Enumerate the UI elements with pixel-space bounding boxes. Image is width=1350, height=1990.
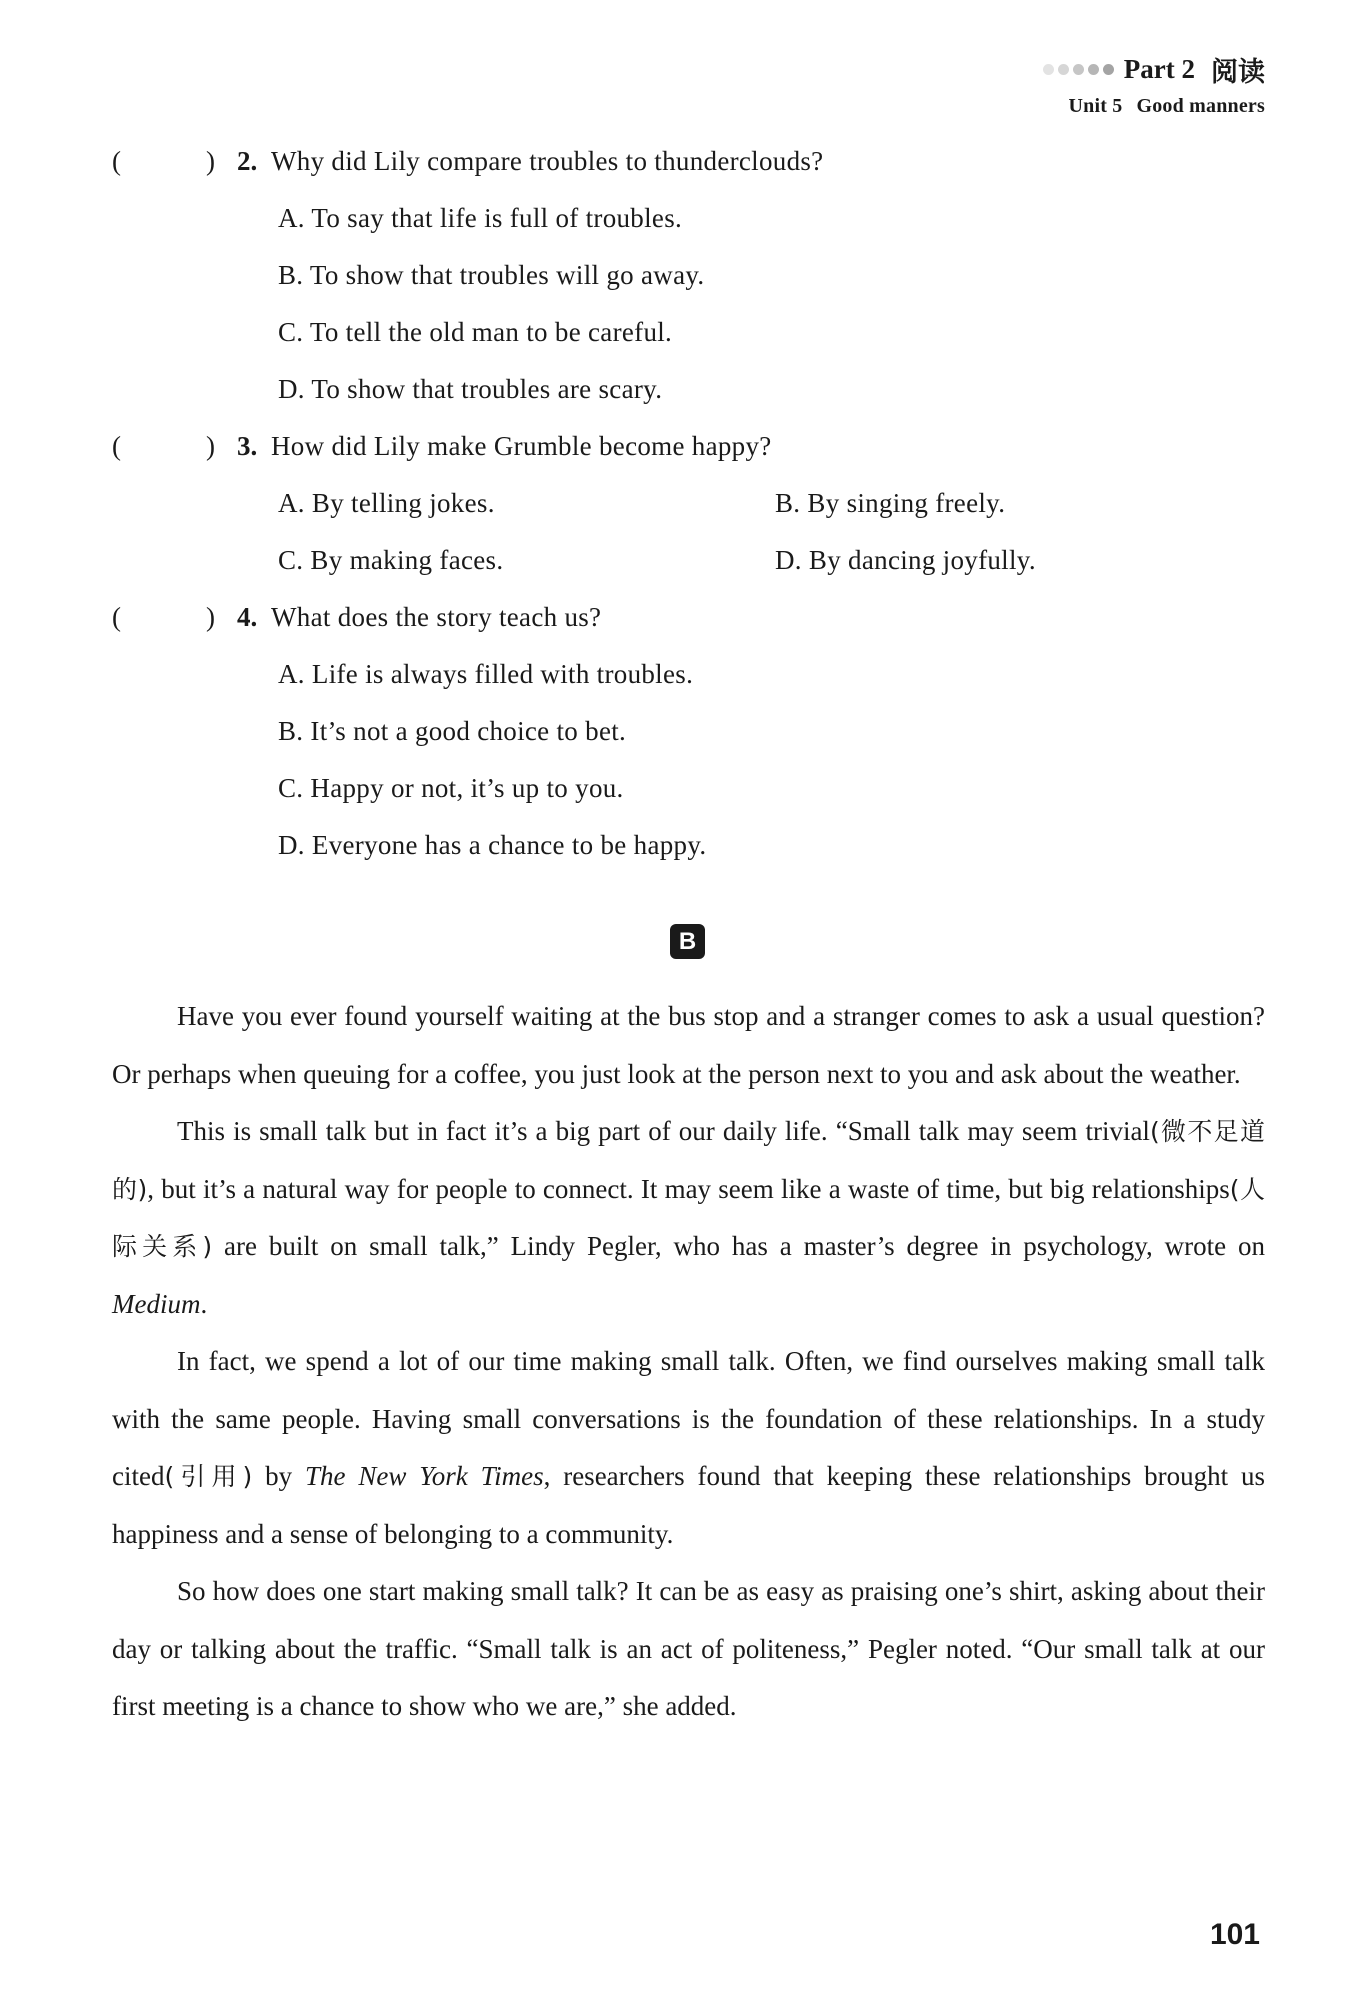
running-header: [1043, 50, 1265, 118]
text-run: by: [252, 1461, 305, 1491]
paragraph-2: [112, 1103, 1265, 1333]
paragraph-1: Have you ever found yourself waiting at the bus stop and a stranger comes to ask a usual question? Or perhaps when queuing for a coffee, you just look at the person next to you and ask about the weather.: [112, 1001, 1265, 1089]
source-title: Medium: [112, 1288, 201, 1319]
dot-icon: [1058, 64, 1069, 75]
header-unit-line: [1043, 95, 1265, 118]
text-run: are built on small talk,” Lindy Pegler, who has a master’s degree in psychology, wrote on: [212, 1231, 1265, 1261]
paragraph-3: [112, 1333, 1265, 1563]
option: B. To show that troubles will go away.: [278, 260, 705, 290]
gloss-cn: (人际关系): [112, 1174, 1265, 1261]
question-3: [112, 431, 772, 462]
question-number: 2.: [237, 146, 258, 176]
page-number: 101: [1209, 1918, 1260, 1951]
question-text: How did Lily make Grumble become happy?: [271, 431, 772, 461]
dot-icon: [1088, 64, 1099, 75]
question-text: Why did Lily compare troubles to thunderclouds?: [271, 146, 824, 176]
question-number: 3.: [237, 431, 258, 461]
gloss-cn: (微不足道的): [112, 1117, 1266, 1204]
reading-passage: [112, 988, 1265, 1736]
text-run: , but it’s a natural way for people to connect. It may seem like a waste of time, but big relationships: [147, 1173, 1230, 1204]
question-4: [112, 602, 601, 633]
header-dots-icon: [1043, 64, 1114, 75]
answer-blank[interactable]: ( ): [112, 602, 215, 632]
dot-icon: [1103, 64, 1114, 75]
option: C. By making faces.: [278, 545, 504, 575]
dot-icon: [1073, 64, 1084, 75]
option: D. To show that troubles are scary.: [278, 374, 663, 404]
header-part-cn: 阅读: [1211, 57, 1265, 88]
source-title: The New York Times: [305, 1461, 544, 1491]
header-unit: Unit 5: [1068, 95, 1123, 117]
question-number: 4.: [237, 602, 258, 632]
option: A. By telling jokes.: [278, 488, 495, 518]
option: B. It’s not a good choice to bet.: [278, 716, 627, 746]
option: D. By dancing joyfully.: [775, 545, 1036, 575]
gloss-cn: (引用): [164, 1462, 253, 1491]
text-run: This is small talk but in fact it’s a big part of our daily life. “Small talk may seem trivial: [177, 1116, 1150, 1146]
answer-blank[interactable]: ( ): [112, 431, 215, 461]
option: C. Happy or not, it’s up to you.: [278, 773, 624, 803]
option: A. To say that life is full of troubles.: [278, 203, 683, 233]
text-run: In fact, we spend a lot of our time making small talk. Often, we find ourselves making small talk with the same people. Having small conversations is the foundation of these relationships. In a study cited: [112, 1346, 1265, 1491]
dot-icon: [1043, 64, 1054, 75]
option: A. Life is always filled with troubles.: [278, 659, 694, 689]
option: C. To tell the old man to be careful.: [278, 317, 673, 347]
header-part: Part 2: [1123, 54, 1195, 84]
answer-blank[interactable]: ( ): [112, 146, 215, 176]
paragraph-4: So how does one start making small talk? It can be as easy as praising one’s shirt, asking about their day or talking about the traffic. “Small talk is an act of politeness,” Pegler noted. “Our small talk at our first meeting is a chance to show who we are,” she added.: [112, 1576, 1265, 1721]
question-text: What does the story teach us?: [271, 602, 602, 632]
question-2: [112, 146, 823, 177]
header-unit-title: Good manners: [1136, 95, 1265, 117]
option: B. By singing freely.: [775, 488, 1006, 518]
option: D. Everyone has a chance to be happy.: [278, 830, 707, 860]
text-run: , researchers found that keeping these relationships brought us happiness and a sense of belonging to a community.: [112, 1461, 1265, 1549]
text-run: .: [200, 1288, 208, 1319]
section-badge: B: [670, 924, 705, 959]
header-part-line: [1043, 50, 1265, 89]
